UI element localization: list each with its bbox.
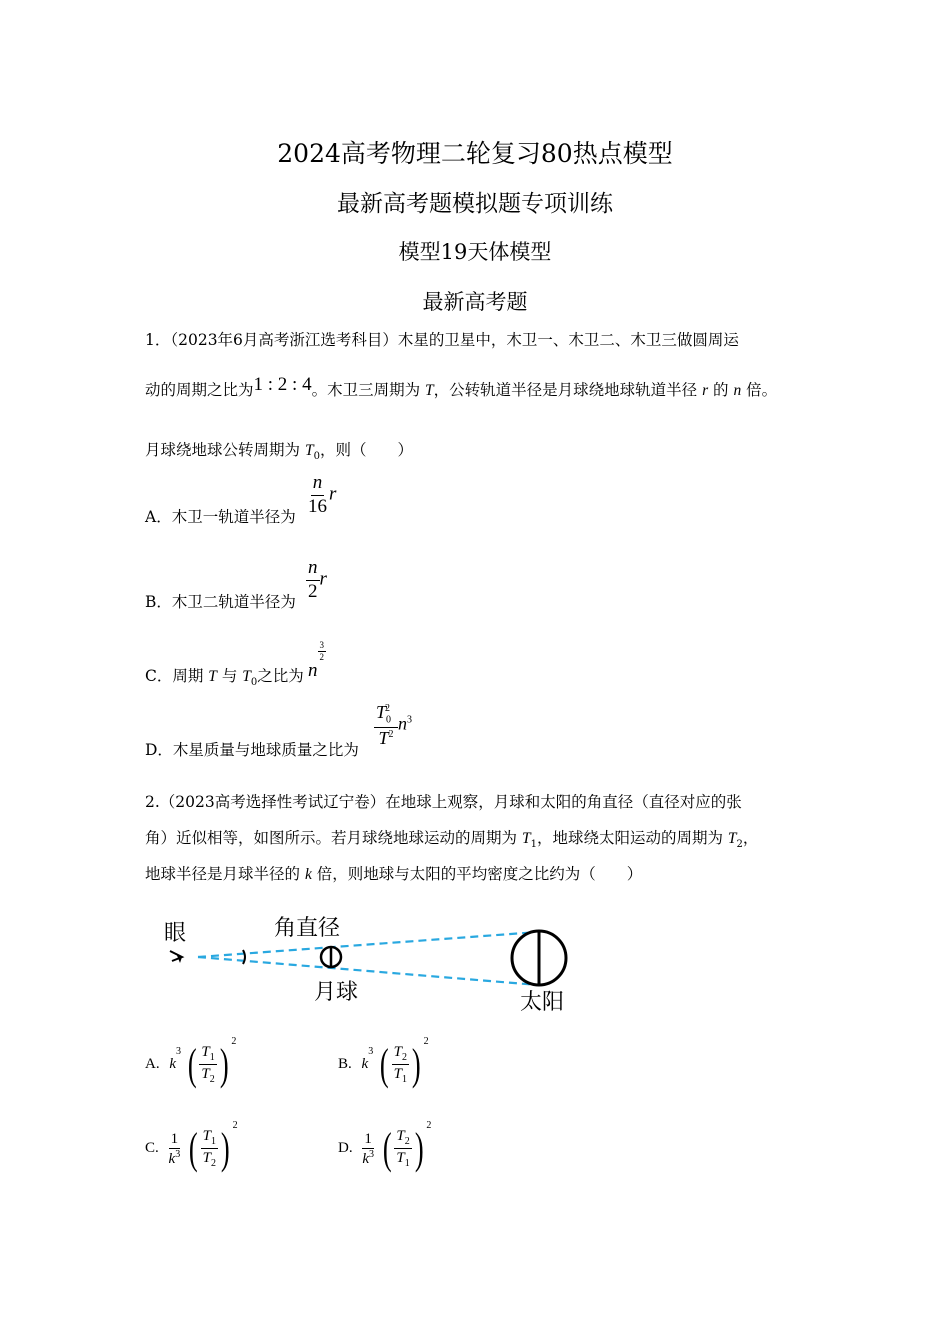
q1-ratio: 1 : 2 : 4 [253,374,312,395]
q2-option-b[interactable]: B. $k^3$ ( $\frac{T_2}{T_1}$ ) $^2$ [338,1036,429,1089]
q1-option-c[interactable]: C．周期 T 与 $T_0$之比为 [145,667,304,689]
model-title: 模型19天体模型 [398,240,552,264]
q1-option-d-formula: $\frac{T_0^2}{T^2}$ $n^3$ [376,702,413,748]
q2-option-a[interactable]: A. $k^3$ ( $\frac{T_1}{T_2}$ ) $^2$ [145,1036,237,1089]
q1-option-a[interactable]: A．木卫一轨道半径为 [145,508,296,526]
document-title: 2024高考物理二轮复习80热点模型 [277,139,673,168]
q1-line1: 1．（2023年6月高考浙江选考科目）木星的卫星中，木卫一、木卫二、木卫三做圆周运 [145,331,739,349]
q2-option-c[interactable]: C. $\frac{1}{k^3}$ ( $\frac{T_1}{T_2}$ ) $^2$ [145,1120,238,1173]
angle-label: 角直径 [274,916,341,941]
upper-sight-line [198,932,538,957]
q1-option-c-formula: n $\frac{3}{2}$ [308,640,324,681]
q1-option-a-formula: $\frac{n}{16}$ r [308,472,337,517]
section-heading: 最新高考题 [422,290,528,314]
eye-label: 眼 [164,921,187,946]
document-subtitle: 最新高考题模拟题专项训练 [337,191,613,217]
angular-diameter-figure [150,905,590,1025]
q2-option-d[interactable]: D. $\frac{1}{k^3}$ ( $\frac{T_2}{T_1}$ ) $^2$ [338,1120,432,1173]
angle-arc [243,950,245,964]
q1-option-b[interactable]: B．木卫二轨道半径为 [145,593,296,611]
q2-line1: 2.（2023高考选择性考试辽宁卷）在地球上观察，月球和太阳的角直径（直径对应的张 [145,793,742,811]
q2-line2: 角）近似相等，如图所示。若月球绕地球运动的周期为 $T_1$，地球绕太阳运动的周期为 $T_2$， [145,829,759,851]
eye-icon [170,951,182,963]
q1-option-d[interactable]: D．木星质量与地球质量之比为 [145,741,359,759]
sun-label: 太阳 [520,990,565,1015]
moon-label: 月球 [314,980,359,1005]
lower-sight-line [198,957,538,985]
q2-line3: 地球半径是月球半径的 k 倍，则地球与太阳的平均密度之比约为（ ） [145,865,643,883]
q1-line3: 月球绕地球公转周期为 $T_0$，则（ ） [145,441,413,463]
q1-line2: 动的周期之比为1 : 2 : 4。木卫三周期为 T，公转轨道半径是月球绕地球轨道半径 r 的 n 倍。 [145,374,778,399]
q1-option-b-formula: $\frac{n}{2}$ r [308,557,327,602]
